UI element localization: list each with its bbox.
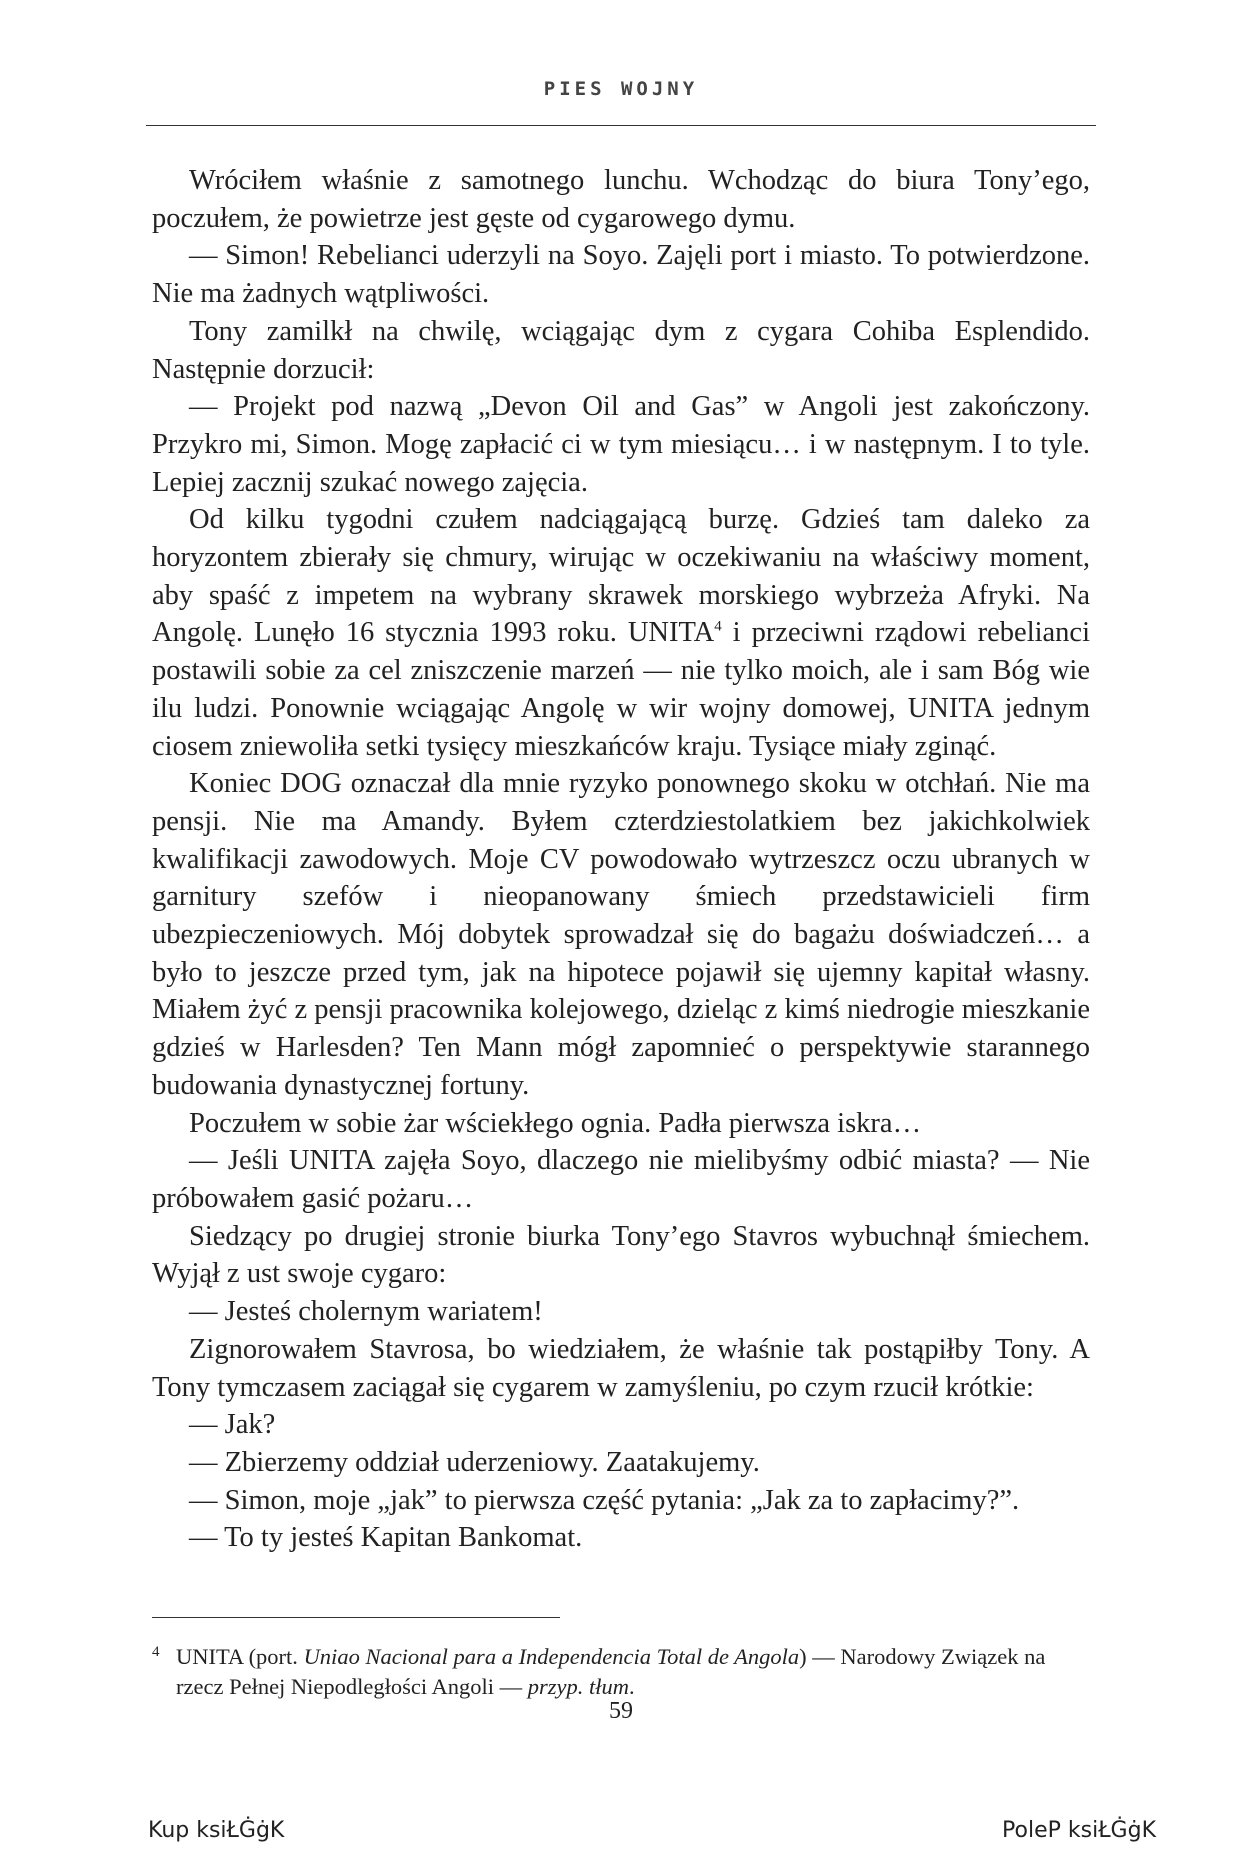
footnote bbox=[152, 1642, 1090, 1702]
preview-book-link[interactable]: PoleP ksiŁĠġK bbox=[1002, 1818, 1156, 1843]
buy-book-link[interactable]: Kup ksiŁĠġK bbox=[148, 1818, 285, 1843]
paragraph-text: i przeciwni rządowi rebelianci postawili sobie za cel zniszczenie marzeń — nie tylko moich, ale i sam Bóg wie ilu ludzi. Ponownie wciągając Angolę w wir wojny domowej, UNITA jednym ciosem zniewoliła setki tysięcy mieszkańców kraju. Tysiące miały zginąć. bbox=[152, 617, 1091, 762]
paragraph: — To ty jesteś Kapitan Bankomat. bbox=[189, 1522, 583, 1554]
header-rule bbox=[146, 125, 1096, 126]
paragraph: — Jak? bbox=[189, 1409, 276, 1441]
footnote-text bbox=[176, 1642, 1081, 1702]
paragraph: — Jeśli UNITA zajęła Soyo, dlaczego nie mielibyśmy odbić miasta? — Nie próbowałem gasić pożaru… bbox=[152, 1145, 1090, 1214]
page-number: 59 bbox=[609, 1698, 633, 1724]
paragraph bbox=[152, 501, 1090, 765]
body-text bbox=[152, 162, 1090, 1557]
paragraph: — Zbierzemy oddział uderzeniowy. Zaatakujemy. bbox=[189, 1446, 760, 1478]
paragraph: Tony zamilkł na chwilę, wciągając dym z cygara Cohiba Esplendido. Następnie dorzucił: bbox=[152, 315, 1090, 385]
paragraph: Zignorowałem Stavrosa, bo wiedziałem, że właśnie tak postąpiłby Tony. A Tony tymczasem zaciągał się cygarem w zamyśleniu, po czym rzucił krótkie: bbox=[152, 1333, 1090, 1403]
running-title: PIES WOJNY bbox=[543, 78, 699, 100]
paragraph: — Projekt pod nazwą „Devon Oil and Gas” w Angoli jest zakończony. Przykro mi, Simon. Mogę zapłacić ci w tym miesiącu… i w następnym. I to tyle. Lepiej zacznij szukać nowego zajęcia. bbox=[152, 391, 1090, 498]
paragraph: — Jesteś cholernym wariatem! bbox=[189, 1296, 543, 1328]
paragraph: — Simon! Rebelianci uderzyli na Soyo. Zajęli port i miasto. To potwierdzone. Nie ma żadnych wątpliwości. bbox=[152, 240, 1090, 310]
footnote-translation: ) — Narodowy Związek na rzecz Pełnej Niepodległości Angoli — bbox=[176, 1644, 1046, 1699]
paragraph: Poczułem w sobie żar wściekłego ognia. Padła pierwsza iskra… bbox=[189, 1107, 922, 1139]
footnote-translator-note: przyp. tłum bbox=[527, 1674, 630, 1699]
footnote-rule bbox=[152, 1617, 560, 1618]
footnote-reference[interactable]: 4 bbox=[714, 618, 722, 635]
paragraph: Koniec DOG oznaczał dla mnie ryzyko ponownego skoku w otchłań. Nie ma pensji. Nie ma Amandy. Byłem czterdziestolatkiem bez jakichkolwiek kwalifikacji zawodowych. Moje CV powodowało wytrzeszcz oczu ubranych w garnitury szefów i nieopanowany śmiech przedstawicieli firm ubezpieczeniowych. Mój dobytek sprowadzał się do bagażu doświadczeń… a było to jeszcze przed tym, jak na hipotece pojawił się ujemny kapitał własny. Miałem żyć z pensji pracownika kolejowego, dzieląc z kimś niedrogie mieszkanie gdzieś w Harlesden? Ten Mann mógł zapomnieć o perspektywie starannego budowania dynastycznej fortuny. bbox=[152, 768, 1090, 1101]
footnote-number: 4 bbox=[152, 1644, 160, 1660]
footnote-original-name: Uniao Nacional para a Independencia Total de Angola bbox=[303, 1644, 800, 1669]
paragraph-text: Od kilku tygodni czułem nadciągającą burzę. Gdzieś tam daleko za horyzontem zbierały się chmury, wirując w oczekiwaniu na właściwy moment, aby spaść z impetem na wybrany skrawek morskiego wybrzeża Afryki. Na Angolę. Lunęło 16 stycznia 1993 roku. UNITA bbox=[152, 504, 1090, 649]
footnote-prefix: UNITA (port. bbox=[176, 1644, 304, 1669]
paragraph: Siedzący po drugiej stronie biurka Tony’ego Stavros wybuchnął śmiechem. Wyjął z ust swoje cygaro: bbox=[152, 1220, 1090, 1290]
footnote-suffix: . bbox=[629, 1674, 635, 1699]
paragraph: — Simon, moje „jak” to pierwsza część pytania: „Jak za to zapłacimy?”. bbox=[189, 1484, 1020, 1516]
paragraph: Wróciłem właśnie z samotnego lunchu. Wchodząc do biura Tony’ego, poczułem, że powietrze jest gęste od cygarowego dymu. bbox=[152, 165, 1090, 234]
